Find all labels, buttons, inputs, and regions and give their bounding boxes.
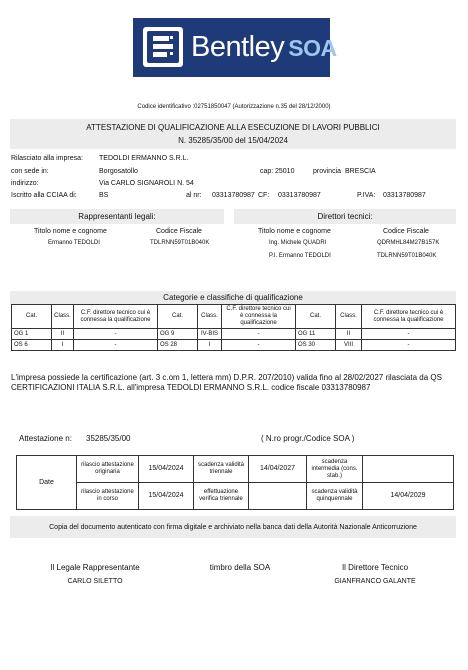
attestation-progr-label: ( N.ro progr./Codice SOA ) bbox=[261, 434, 355, 443]
issued-to-label: Rilasciato alla impresa: bbox=[11, 155, 83, 162]
orig-release-value: 15/04/2024 bbox=[139, 456, 194, 483]
header-cat: Cat. bbox=[296, 305, 336, 329]
attestation-label: Attestazione n: bbox=[19, 434, 72, 443]
orig-release-label: rilascio attestazione originaria bbox=[77, 456, 139, 483]
document-number: N. 35285/35/00 del 15/04/2024 bbox=[178, 136, 288, 145]
cf-label: CF: bbox=[258, 192, 270, 199]
header-cf-director: C.F. direttore tecnico cui è connessa la qualificazione bbox=[74, 305, 158, 329]
table-row bbox=[12, 340, 456, 351]
al-nr-label: al nr: bbox=[186, 192, 202, 199]
issued-to-value: TEDOLDI ERMANNO S.R.L. bbox=[99, 155, 189, 162]
cell-cat: OG 9 bbox=[158, 329, 198, 340]
cell-cf: - bbox=[222, 340, 296, 351]
cell-cat: OG 11 bbox=[296, 329, 336, 340]
header-class: Class. bbox=[198, 305, 222, 329]
triennial-verify-value bbox=[249, 483, 307, 510]
cap-value: 25010 bbox=[275, 168, 295, 175]
address-label: indirizzo: bbox=[11, 180, 39, 187]
legal-reps-heading: Rappresentanti legali: bbox=[10, 209, 224, 224]
legal-reps-col-name: Titolo nome e cognome bbox=[34, 228, 107, 235]
dates-row-label: Date bbox=[17, 456, 77, 510]
dates-table bbox=[16, 455, 454, 510]
province-value: BRESCIA bbox=[345, 168, 376, 175]
cell-class: VIII bbox=[336, 340, 362, 351]
cciaa-value: BS bbox=[99, 192, 109, 199]
bentley-logo-icon bbox=[143, 27, 183, 67]
legal-reps-col-cf: Codice Fiscale bbox=[156, 228, 202, 235]
legal-rep-name: Ermanno TEDOLDI bbox=[48, 240, 100, 246]
address-value: Via CARLO SIGNAROLI N. 54 bbox=[99, 180, 194, 187]
cf-value: 03313780987 bbox=[278, 192, 321, 199]
tech-director-name: Ing. Michele QUADRI bbox=[269, 240, 327, 246]
current-release-label: rilascio attestazione in corso bbox=[77, 483, 139, 510]
cell-cf: - bbox=[362, 329, 456, 340]
tech-directors-col-cf: Codice Fiscale bbox=[383, 228, 429, 235]
document-title: ATTESTAZIONE DI QUALIFICAZIONE ALLA ESECUZIONE DI LAVORI PUBBLICI bbox=[86, 123, 380, 132]
cell-cat: OS 30 bbox=[296, 340, 336, 351]
tech-director-name: P.I. Ermanno TEDOLDI bbox=[269, 253, 331, 259]
attestation-value: 35285/35/00 bbox=[86, 434, 131, 443]
cap-label: cap: bbox=[260, 168, 274, 175]
director-signature-title: Il Direttore Tecnico bbox=[341, 563, 409, 572]
soa-stamp-title: timbro della SOA bbox=[209, 563, 271, 572]
categories-header-row bbox=[12, 305, 456, 329]
header-class: Class. bbox=[52, 305, 74, 329]
cell-class: I bbox=[198, 340, 222, 351]
intermediate-expiry-value bbox=[363, 456, 454, 483]
cell-cf: - bbox=[74, 340, 158, 351]
cell-class: I bbox=[52, 340, 74, 351]
dates-row-1 bbox=[17, 456, 454, 483]
piva-value: 03313780987 bbox=[383, 192, 426, 199]
cell-class: II bbox=[52, 329, 74, 340]
cell-cat: OS 6 bbox=[12, 340, 52, 351]
certification-text: L'impresa possiede la certificazione (art. 3 c.om 1, lettera mm) D.P.R. 207/2010) valida fino al 28/02/2027 rilasciata da QS CERTIFICAZIONI ITALIA S.R.L. all'impresa TEDOLDI ERMANNO S.R.L. codice fiscale 03313780987 bbox=[11, 373, 442, 392]
triennial-verify-label: effettuazione verifica triennale bbox=[194, 483, 249, 510]
header-class: Class. bbox=[336, 305, 362, 329]
header-cf-director: C.F. direttore tecnico cui è connessa la qualificazione bbox=[362, 305, 456, 329]
tech-director-cf: QDRMHL84M27B157K bbox=[377, 240, 440, 246]
director-signature-name: GIANFRANCO GALANTE bbox=[334, 578, 416, 585]
header-cat: Cat. bbox=[158, 305, 198, 329]
header-cf-director: C.F. direttore tecnico cui è connessa la qualificazione bbox=[222, 305, 296, 329]
triennial-expiry-label: scadenza validità triennale bbox=[194, 456, 249, 483]
intermediate-expiry-label: scadenza intermedia (cons. stab.) bbox=[307, 456, 363, 483]
categories-table bbox=[11, 304, 456, 351]
piva-label: P.IVA: bbox=[357, 192, 376, 199]
seat-label: con sede in: bbox=[11, 168, 49, 175]
soa-logo bbox=[133, 18, 337, 77]
al-nr-value: 03313780987 bbox=[212, 192, 255, 199]
title-band bbox=[10, 119, 456, 149]
seat-value: Borgosatollo bbox=[99, 168, 138, 175]
cell-cf: - bbox=[74, 329, 158, 340]
dates-row-2 bbox=[17, 483, 454, 510]
logo-wordmark: Bentley SOA bbox=[191, 31, 337, 63]
cell-class: IV-BIS bbox=[198, 329, 222, 340]
tech-director-cf: TDLRNN59T01B040K bbox=[377, 253, 437, 259]
identifier-line: Codice identificativo :02751850047 (Autorizzazione n.35 del 28/12/2000) bbox=[137, 104, 331, 110]
cell-cf: - bbox=[362, 340, 456, 351]
legal-rep-signature-name: CARLO SILETTO bbox=[67, 578, 123, 585]
current-release-value: 15/04/2024 bbox=[139, 483, 194, 510]
cell-cat: OG 1 bbox=[12, 329, 52, 340]
quinquennial-expiry-value: 14/04/2029 bbox=[363, 483, 454, 510]
legal-rep-signature-title: Il Legale Rappresentante bbox=[50, 563, 140, 572]
tech-directors-heading: Direttori tecnici: bbox=[234, 209, 456, 224]
legal-rep-cf: TDLRNN59T01B040K bbox=[150, 240, 210, 246]
header-cat: Cat. bbox=[12, 305, 52, 329]
quinquennial-expiry-label: scadenza validità quinquennale bbox=[307, 483, 363, 510]
cell-class: II bbox=[336, 329, 362, 340]
categories-heading: Categorie e classifiche di qualificazione bbox=[10, 291, 456, 305]
footer-note: Copia del documento autenticato con firma digitale e archiviato nella banca dati della Autorità Nazionale Anticorruzione bbox=[10, 516, 456, 538]
table-row bbox=[12, 329, 456, 340]
cell-cf: - bbox=[222, 329, 296, 340]
province-label: provincia bbox=[313, 168, 342, 175]
tech-directors-col-name: Titolo nome e cognome bbox=[258, 228, 331, 235]
cell-cat: OS 28 bbox=[158, 340, 198, 351]
triennial-expiry-value: 14/04/2027 bbox=[249, 456, 307, 483]
cciaa-label: Iscritto alla CCIAA di: bbox=[11, 192, 77, 199]
